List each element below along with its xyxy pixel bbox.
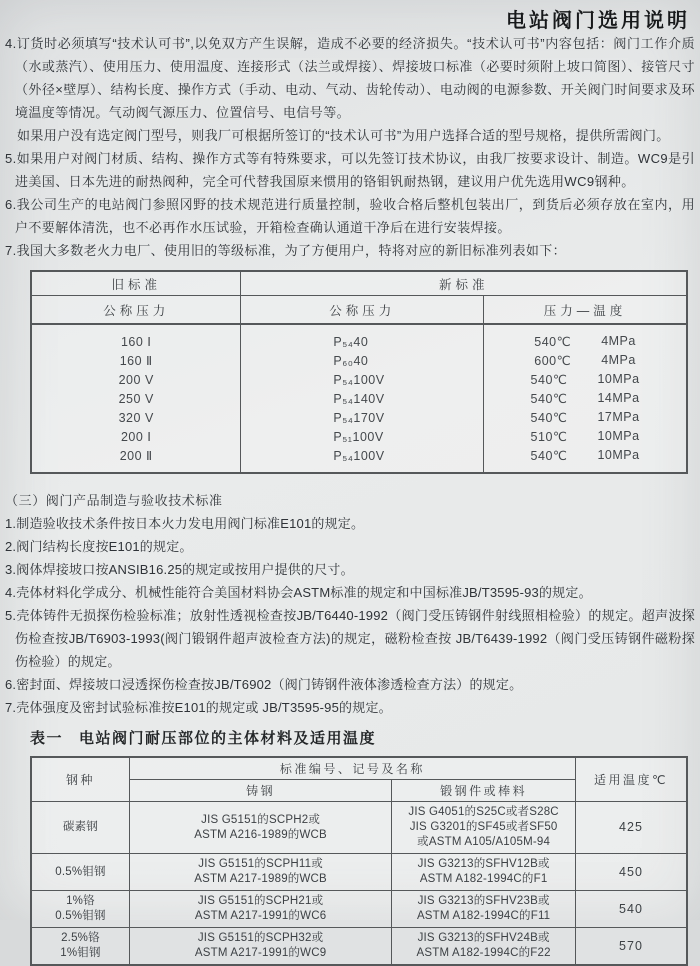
- cast-steel-line: ASTM A217-1991的WC9: [194, 947, 327, 959]
- cast-steel-line: JIS G5151的SCPH32或: [197, 932, 324, 944]
- pressure-value: 10MPa: [597, 429, 640, 443]
- temperature-value: 600℃: [534, 354, 572, 368]
- paragraph-7: 7.我国大多数老火力电厂、使用旧的等级标准，为了方便用户，特将对应的新旧标准列表如下：: [5, 243, 567, 258]
- cast-steel-line: JIS G5151的SCPH11或: [198, 858, 323, 870]
- materials-table-header-row-1: [31, 757, 687, 780]
- page-title: 电站阀门选用说明: [506, 10, 690, 32]
- materials-table-caption: [30, 728, 695, 750]
- pressure-value: 4MPa: [601, 353, 636, 367]
- pressure-value: 14MPa: [597, 391, 640, 405]
- materials-table-row: [31, 802, 687, 854]
- temperature-value: 540℃: [530, 373, 568, 387]
- cast-steel-cell: [129, 891, 391, 928]
- steel-type-cell: [31, 854, 129, 891]
- pressure-temperature-cell: [484, 351, 687, 370]
- applicable-temperature-cell: 540: [575, 891, 687, 928]
- cast-steel-cell: [129, 928, 391, 966]
- forged-steel-cell: [392, 802, 576, 854]
- new-pressure-cell: P₅₄40: [241, 324, 484, 351]
- steel-type-line: 1%铬: [66, 895, 95, 907]
- steel-type-cell: [31, 802, 129, 854]
- standards-table-row: [31, 389, 687, 408]
- steel-type-line: 0.5%钼钢: [55, 910, 106, 922]
- steel-type-cell: [31, 891, 129, 928]
- cast-steel-line: ASTM A217-1991的WC6: [194, 910, 327, 922]
- old-pressure-cell: 200 V: [118, 372, 154, 387]
- new-nominal-pressure-header: 公称压力: [241, 296, 484, 325]
- forged-steel-line: JIS G3201的SF45或者SF50: [409, 821, 558, 833]
- forged-steel-line: JIS G3213的SFHV12B或: [417, 858, 550, 870]
- forged-steel-line: JIS G3213的SFHV23B或: [417, 895, 550, 907]
- temperature-value: 540℃: [530, 411, 568, 425]
- section-3-item-1: 1.制造验收技术条件按日本火力发电用阀门标准E101的规定。: [5, 516, 365, 531]
- pressure-temperature-header: 压力—温度: [484, 296, 687, 325]
- section-3-item-2: 2.阀门结构长度按E101的规定。: [5, 539, 193, 554]
- forged-steel-header: 锻钢件或棒料: [392, 780, 576, 802]
- section-3-item-6: 6.密封面、焊接坡口浸透探伤检查按JB/T6902（阀门铸钢件液体渗透检查方法）的规定。: [5, 677, 523, 692]
- paragraph-5: 5.如果用户对阀门材质、结构、操作方式等有特殊要求，可以先签订技术协议，由我厂按要求设计、制造。WC9是引进美国、日本先进的耐热阀种，完全可代替我国原来惯用的铬钼钒耐热钢，建议用户优先选用WC9钢种。: [5, 151, 695, 189]
- temperature-value: 540℃: [530, 392, 568, 406]
- steel-type-line: 1%钼钢: [60, 947, 101, 959]
- old-pressure-cell: 200 Ⅰ: [120, 430, 152, 444]
- steel-type-line: 碳素钢: [62, 821, 98, 833]
- cast-steel-header: 铸钢: [129, 780, 391, 802]
- pressure-temperature-cell: [484, 389, 687, 408]
- applicable-temperature-cell: 450: [575, 854, 687, 891]
- pressure-temperature-cell: [484, 446, 687, 473]
- standards-table-row: [31, 427, 687, 446]
- document-content: [5, 32, 695, 966]
- paragraph-4-continued: 如果用户没有选定阀门型号，则我厂可根据所签订的“技术认可书”为用户选择合适的型号规格，提供所需阀门。: [17, 128, 670, 143]
- steel-type-cell: [31, 928, 129, 966]
- forged-steel-cell: [392, 891, 576, 928]
- cast-steel-cell: [129, 854, 391, 891]
- old-pressure-cell: 160 Ⅰ: [120, 335, 152, 349]
- forged-steel-cell: [392, 854, 576, 891]
- forged-steel-line: ASTM A182-1994C的F22: [416, 947, 551, 959]
- materials-table-body: [31, 802, 687, 966]
- pressure-temperature-cell: [484, 427, 687, 446]
- forged-steel-line: ASTM A182-1994C的F11: [416, 910, 551, 922]
- standards-table-row: [31, 446, 687, 473]
- standards-table-row: [31, 351, 687, 370]
- standards-table-body: [31, 324, 687, 473]
- applicable-temperature-cell: 570: [575, 928, 687, 966]
- old-nominal-pressure-header: 公称压力: [31, 296, 241, 325]
- section-3-item-5: 5.壳体铸件无损探伤检验标准；放射性透视检查按JB/T6440-1992（阀门受压铸钢件射线照相检验）的规定。超声波探伤检查按JB/T6903-1993(阀门锻钢件超声波检查方法)的规定，磁粉检查按 JB/T6439-1992（阀门受压铸钢件磁粉探伤检验）的规定。: [5, 608, 695, 669]
- standards-table-header-row-2: [31, 296, 687, 325]
- materials-table-row: [31, 891, 687, 928]
- steel-type-line: 0.5%钼钢: [55, 865, 106, 878]
- temperature-value: 540℃: [530, 449, 568, 463]
- materials-table-caption-label: 表一: [30, 730, 64, 747]
- pressure-temperature-cell: [484, 408, 687, 427]
- temperature-value: 510℃: [530, 430, 568, 444]
- new-pressure-cell: P₅₄140V: [241, 389, 484, 408]
- standards-table-row: [31, 324, 687, 351]
- section-3-item-3: 3.阀体焊接坡口按ANSIB16.25的规定或按用户提供的尺寸。: [5, 562, 354, 577]
- forged-steel-line: JIS G3213的SFHV24B或: [417, 932, 550, 944]
- standards-table-row: [31, 370, 687, 389]
- new-pressure-cell: P₅₁100V: [241, 427, 484, 446]
- section-3-heading: （三）阀门产品制造与验收技术标准: [5, 493, 223, 508]
- materials-table: [30, 756, 688, 966]
- steel-type-line: 2.5%铬: [61, 932, 100, 944]
- applicable-temperature-cell: 425: [575, 802, 687, 854]
- pressure-temperature-cell: [484, 370, 687, 389]
- applicable-temperature-header: 适用温度℃: [575, 757, 687, 802]
- old-pressure-cell: 200 Ⅱ: [119, 449, 153, 463]
- materials-table-row: [31, 854, 687, 891]
- new-pressure-cell: P₅₄100V: [241, 370, 484, 389]
- old-pressure-cell: 160 Ⅱ: [119, 354, 153, 368]
- forged-steel-line: JIS G4051的S25C或者S28C: [408, 806, 559, 818]
- old-pressure-cell: 320 V: [118, 410, 154, 425]
- forged-steel-cell: [392, 928, 576, 966]
- new-pressure-cell: P₆₀40: [241, 351, 484, 370]
- forged-steel-line: ASTM A182-1994C的F1: [419, 873, 548, 885]
- forged-steel-line: 或ASTM A105/A105M-94: [417, 836, 551, 848]
- old-pressure-cell: 250 V: [118, 391, 154, 406]
- cast-steel-line: ASTM A216-1989的WCB: [194, 828, 327, 841]
- cast-steel-line: JIS G5151的SCPH2或: [201, 813, 321, 826]
- section-3-item-4: 4.壳体材料化学成分、机械性能符合美国材料协会ASTM标准的规定和中国标准JB/T3595-93的规定。: [5, 585, 592, 600]
- new-pressure-cell: P₅₄100V: [241, 446, 484, 473]
- cast-steel-cell: [129, 802, 391, 854]
- new-pressure-cell: P₅₄170V: [241, 408, 484, 427]
- materials-table-caption-title: 电站阀门耐压部位的主体材料及适用温度: [79, 730, 377, 747]
- paragraph-6: 6.我公司生产的电站阀门参照冈野的技术规范进行质量控制，验收合格后整机包装出厂，到货后必须存放在室内，用户不要解体清洗，也不必再作水压试验，开箱检查确认通道干净后在进行安装焊接。: [5, 197, 695, 235]
- cast-steel-line: JIS G5151的SCPH21或: [197, 895, 324, 907]
- old-standard-header: 旧标准: [31, 271, 241, 296]
- paragraph-4: 4.订货时必须填写“技术认可书”,以免双方产生误解，造成不必要的经济损失。“技术认可书”内容包括：阀门工作介质（水或蒸汽）、使用压力、使用温度、连接形式（法兰或焊接）、焊接坡口标准（必要时须附上坡口简图）、接管尺寸（外径×壁厚）、结构长度、操作方式（手动、电动、气动、齿轮传动）、电动阀的电源参数、开关阀门时间要求及环境温度等情况。气动阀气源压力、位置信号、电信号等。: [5, 36, 695, 120]
- new-standard-header: 新标准: [241, 271, 687, 296]
- pressure-value: 10MPa: [597, 448, 640, 462]
- pressure-value: 17MPa: [597, 410, 640, 424]
- pressure-temperature-cell: [484, 324, 687, 351]
- steel-type-header: 钢种: [31, 757, 129, 802]
- temperature-value: 540℃: [534, 335, 572, 349]
- standards-table-row: [31, 408, 687, 427]
- section-3-item-7: 7.壳体强度及密封试验标准按E101的规定或 JB/T3595-95的规定。: [5, 700, 392, 715]
- standards-comparison-table: [30, 270, 688, 474]
- standards-table-header-row-1: [31, 271, 687, 296]
- materials-table-row: [31, 928, 687, 966]
- pressure-value: 10MPa: [597, 372, 640, 386]
- standard-number-header: 标准编号、记号及名称: [129, 757, 575, 780]
- pressure-value: 4MPa: [601, 334, 636, 348]
- cast-steel-line: ASTM A217-1989的WCB: [194, 873, 327, 885]
